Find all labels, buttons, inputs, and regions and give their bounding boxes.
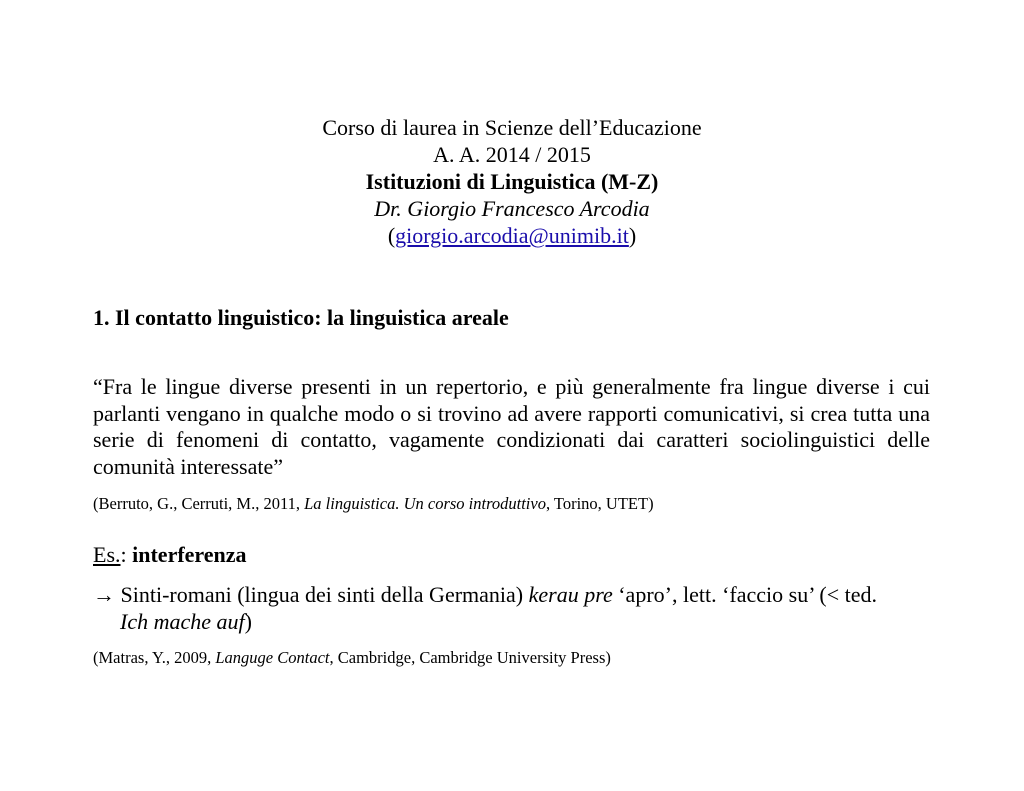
example-term: interferenza [132,542,247,567]
es-colon: : [120,542,133,567]
academic-year: A. A. 2014 / 2015 [433,142,591,167]
example-text-1: Sinti-romani (lingua dei sinti della Germania) [115,582,529,607]
example-text-2: ‘apro’, lett. ‘faccio su’ (< ted. [612,582,878,607]
subject-title: Istituzioni di Linguistica (M-Z) [365,169,659,194]
document-header [0,114,1024,249]
email-open-paren: ( [387,223,396,248]
email-line [0,222,1024,249]
example-close: ) [244,609,252,634]
citation-matras [93,648,611,668]
example-item [93,581,877,635]
example-form: kerau pre [528,582,613,607]
arrow-icon: → [93,582,115,607]
citation-suffix: , Cambridge, Cambridge University Press) [329,648,611,667]
es-label: Es. [93,542,121,567]
quote-paragraph: “Fra le lingue diverse presenti in un repertorio, e più generalmente fra lingue diverse i cui parlanti vengano in qualche modo o si trovino ad avere rapporti comunicativi, si crea tutta una serie di fenomeni di contatto, vagamente condizionati dai caratteri sociolinguistici delle comunità interessate” [93,374,930,479]
email-link[interactable]: giorgio.arcodia@unimib.it [395,223,629,248]
citation-prefix: (Matras, Y., 2009, [93,648,216,667]
citation-title: La linguistica. Un corso introduttivo [304,494,546,513]
citation-title: Languge Contact [215,648,330,667]
instructor-name: Dr. Giorgio Francesco Arcodia [374,196,650,221]
section-title: 1. Il contatto linguistico: la linguistica areale [93,305,509,330]
example-german: Ich mache auf [120,609,245,634]
course-name: Corso di laurea in Scienze dell’Educazione [322,115,702,140]
citation-prefix: (Berruto, G., Cerruti, M., 2011, [93,494,305,513]
email-close-paren: ) [628,223,637,248]
example-heading [93,541,247,569]
citation-suffix: , Torino, UTET) [545,494,654,513]
citation-berruto [93,494,654,514]
